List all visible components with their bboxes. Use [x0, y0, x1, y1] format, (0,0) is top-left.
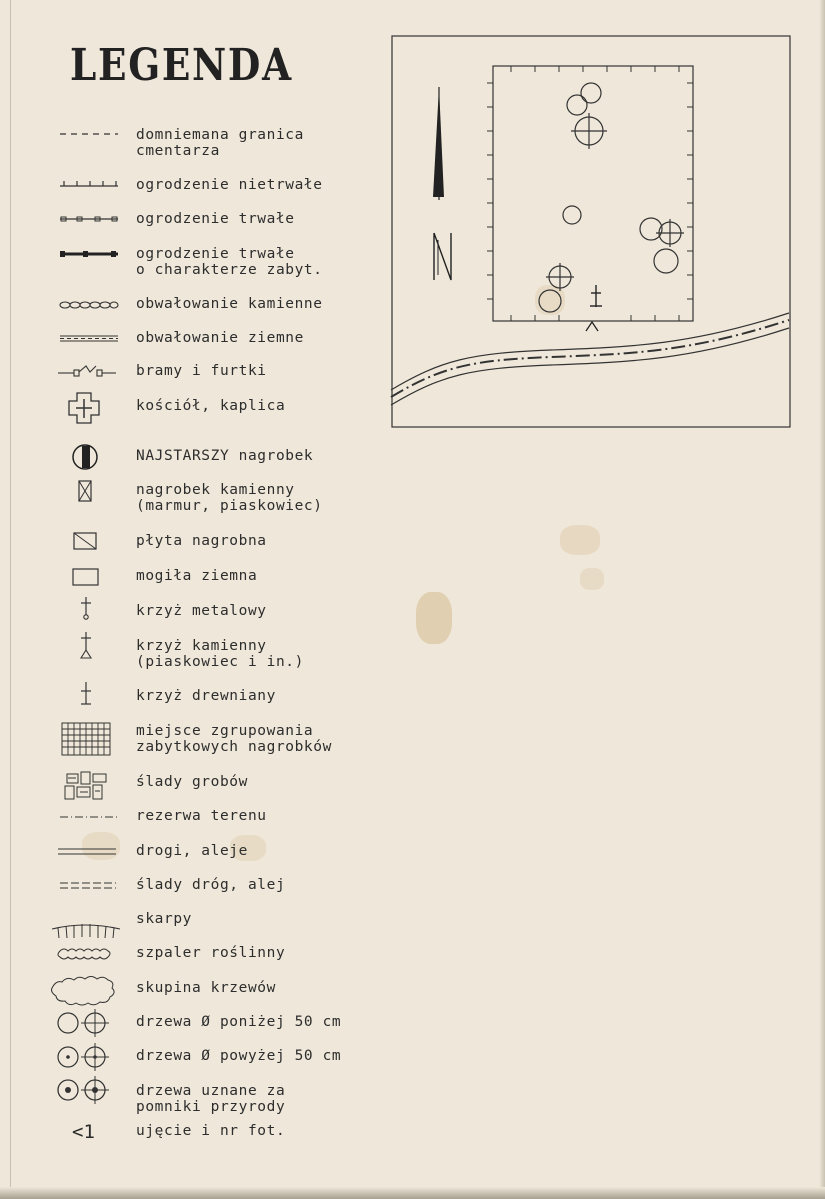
dash-dot-line-icon	[50, 808, 122, 838]
legend-label: ślady dróg, alej	[136, 877, 286, 893]
legend-label: ogrodzenie trwałe o charakterze zabyt.	[136, 246, 323, 278]
legend-label: drzewa Ø poniżej 50 cm	[136, 1014, 342, 1030]
map-road	[391, 313, 789, 405]
stone-embankment-icon	[50, 296, 122, 326]
legend-label: domniemana granica cmentarza	[136, 127, 304, 159]
photo-view-icon: <1	[72, 1121, 95, 1143]
tree-small-icon	[50, 1014, 122, 1044]
earth-embankment-icon	[50, 330, 122, 360]
map-photo-mark-icon	[586, 322, 598, 331]
paper-stain	[560, 525, 600, 555]
legend-label: bramy i furtki	[136, 363, 267, 379]
historic-fence-icon	[50, 246, 122, 276]
paper-stain	[416, 592, 452, 644]
permanent-fence-icon	[50, 211, 122, 241]
legend-label: obwałowanie ziemne	[136, 330, 304, 346]
legend-label: szpaler roślinny	[136, 945, 286, 961]
cemetery-boundary	[493, 66, 693, 321]
legend-label: obwałowanie kamienne	[136, 296, 323, 312]
fence-ticks	[487, 66, 693, 321]
monument-tree-icon	[50, 1083, 122, 1113]
wooden-cross-icon	[50, 688, 122, 718]
legend-label: ogrodzenie nietrwałe	[136, 177, 323, 193]
sheet-bottom-shadow	[0, 1187, 825, 1199]
legend-label: drzewa uznane za pomniki przyrody	[136, 1083, 286, 1115]
stone-cross-icon	[50, 638, 122, 668]
legend-label: kościół, kaplica	[136, 398, 286, 414]
legend-label: mogiła ziemna	[136, 568, 258, 584]
legend-label: NAJSTARSZY nagrobek	[136, 448, 314, 464]
legend-label: ogrodzenie trwałe	[136, 211, 295, 227]
legend-label: skarpy	[136, 911, 192, 927]
legend-label: krzyż metalowy	[136, 603, 267, 619]
sheet-edge-line	[10, 0, 11, 1199]
legend-label: drogi, aleje	[136, 843, 248, 859]
legend-label: krzyż kamienny (piaskowiec i in.)	[136, 638, 304, 670]
road-icon	[50, 843, 122, 873]
legend-label: drzewa Ø powyżej 50 cm	[136, 1048, 342, 1064]
grave-traces-icon	[50, 774, 122, 804]
north-arrow-icon	[433, 87, 451, 280]
legend-label: miejsce zgrupowania zabytkowych nagrobków	[136, 723, 332, 755]
site-map	[391, 35, 791, 430]
legend-label: rezerwa terenu	[136, 808, 267, 824]
map-trees	[539, 83, 684, 312]
earth-grave-icon	[50, 568, 122, 598]
church-icon	[50, 398, 122, 428]
grave-cluster-icon	[50, 723, 122, 753]
tree-large-icon	[50, 1048, 122, 1078]
metal-cross-icon	[50, 603, 122, 633]
grave-slab-icon	[50, 533, 122, 563]
legend-label: ujęcie i nr fot.	[136, 1123, 286, 1139]
legend-label: krzyż drewniany	[136, 688, 276, 704]
temporary-fence-icon	[50, 177, 122, 207]
stone-grave-icon	[50, 482, 122, 512]
legend-label: skupina krzewów	[136, 980, 276, 996]
legend-label: płyta nagrobna	[136, 533, 267, 549]
legend-title: LEGENDA	[70, 40, 293, 91]
gate-icon	[50, 363, 122, 393]
dashed-line-icon	[50, 127, 122, 157]
shrub-group-icon	[50, 980, 122, 1010]
map-cross-icon	[590, 285, 602, 307]
slope-icon	[50, 911, 122, 941]
paper-stain	[580, 568, 604, 590]
hedge-row-icon	[50, 945, 122, 975]
legend-label: nagrobek kamienny (marmur, piaskowiec)	[136, 482, 323, 514]
sheet-right-shadow	[819, 0, 825, 1199]
legend-label: ślady grobów	[136, 774, 248, 790]
oldest-grave-icon	[50, 448, 122, 478]
road-traces-icon	[50, 877, 122, 907]
